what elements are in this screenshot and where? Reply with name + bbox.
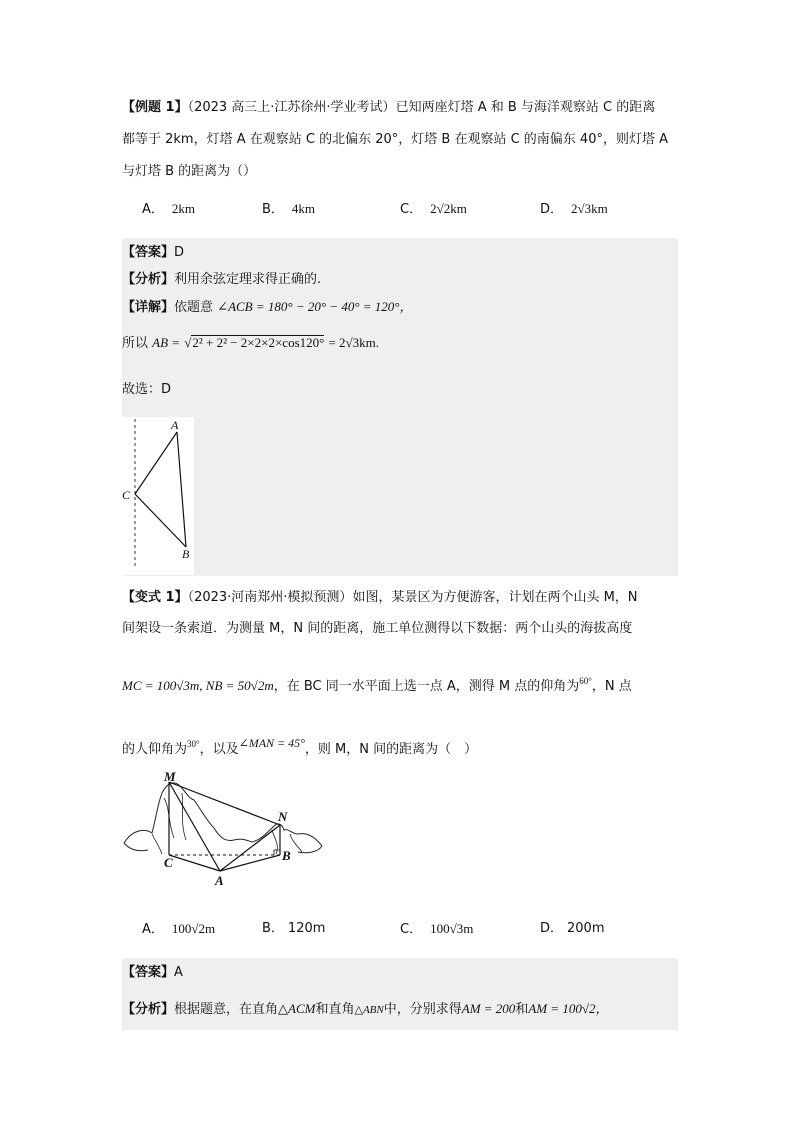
detail-formula: ∠ACB = 180° − 20° − 40° = 120°， xyxy=(217,299,413,314)
variant1-line2: 间架设一条索道．为测量 M，N 间的距离，施工单位测得以下数据：两个山头的海拔高度 xyxy=(122,621,633,636)
variant1-option-c[interactable] xyxy=(400,920,473,939)
example1-so-line xyxy=(122,334,379,353)
so-formula-right: = 2√3km. xyxy=(328,335,380,350)
example1-option-d[interactable] xyxy=(540,200,608,219)
figure-label-m: M xyxy=(164,769,176,784)
example1-figure xyxy=(122,417,194,575)
sqrt-sign: √ xyxy=(184,335,192,350)
option-letter: B． xyxy=(262,921,284,936)
triangle-acm: △ACM xyxy=(278,1001,316,1016)
variant1-answer xyxy=(122,964,183,982)
so-formula-left: AB = xyxy=(152,335,181,350)
variant1-line1 xyxy=(122,589,638,607)
option-letter: B． xyxy=(262,202,284,217)
example1-option-c[interactable] xyxy=(400,200,467,219)
figure-label-b: B xyxy=(182,547,190,561)
angle-60: 60° xyxy=(579,676,592,686)
option-letter: D． xyxy=(540,202,564,217)
variant1-analysis xyxy=(122,1000,609,1019)
heights-formula: MC = 100√3m, NB = 50√2m xyxy=(122,678,274,693)
answer-label: 【答案】 xyxy=(122,965,175,980)
option-letter: A． xyxy=(142,922,164,937)
example1-choose: 故选：D xyxy=(122,382,172,397)
example1-option-a[interactable] xyxy=(142,200,195,219)
analysis-text: 利用余弦定理求得正确的. xyxy=(174,272,322,287)
variant1-figure xyxy=(122,768,332,888)
so-prefix: 所以 xyxy=(122,336,149,351)
option-value: 100√3m xyxy=(430,921,474,936)
example1-line1 xyxy=(122,99,655,117)
example1-answer xyxy=(122,244,184,262)
option-value: 200m xyxy=(567,921,605,936)
variant1-option-b[interactable] xyxy=(262,920,325,938)
option-letter: C． xyxy=(400,922,423,937)
answer-value: A xyxy=(174,965,183,980)
analysis-text2: 和直角 xyxy=(315,1002,355,1017)
option-value: 2km xyxy=(171,201,196,216)
line4-text3: ，则 M，N 间的距离为（ ） xyxy=(304,742,478,757)
example1-detail xyxy=(122,298,413,317)
example1-line3: 与灯塔 B 的距离为（） xyxy=(122,164,257,179)
variant1-line1-text: 如图，某景区为方便游客，计划在两个山头 M，N xyxy=(352,590,638,605)
analysis-f1: AM = 200 xyxy=(461,1001,516,1016)
variant1-option-d[interactable] xyxy=(540,920,605,938)
answer-label: 【答案】 xyxy=(122,245,175,260)
example1-option-b[interactable] xyxy=(262,200,315,219)
analysis-text3: 中，分别求得 xyxy=(383,1002,462,1017)
angle-man: ∠MAN = 45° xyxy=(238,736,305,750)
line4-text1: 的人仰角为 xyxy=(122,742,188,757)
option-value: 2√3km xyxy=(571,201,608,216)
example1-source: （2023 高三上·江苏徐州·学业考试） xyxy=(187,100,396,115)
triangle-abn: △ABN xyxy=(354,1004,384,1016)
option-letter: A． xyxy=(142,202,164,217)
detail-prefix: 依题意 xyxy=(174,300,214,315)
option-value: 120m xyxy=(287,921,326,936)
option-value: 2√2km xyxy=(430,201,467,216)
figure-label-a: A xyxy=(215,873,224,888)
analysis-text4: 和 xyxy=(515,1002,529,1017)
mountain-diagram xyxy=(122,768,332,888)
example1-line2: 都等于 2km，灯塔 A 在观察站 C 的北偏东 20°，灯塔 B 在观察站 C 的南偏东 40°，则灯塔 A xyxy=(122,132,668,147)
so-formula-root: 2² + 2² − 2×2×2×cos120° xyxy=(192,335,325,350)
figure-label-n: N xyxy=(278,809,288,824)
analysis-text1: 根据题意，在直角 xyxy=(174,1002,279,1017)
detail-label: 【详解】 xyxy=(122,300,175,315)
line3-text: ，在 BC 同一水平面上选一点 A，测得 M 点的仰角为 xyxy=(273,679,580,694)
figure-label-c: C xyxy=(164,855,173,870)
option-value: 4km xyxy=(291,201,316,216)
figure-label-b: B xyxy=(282,848,291,863)
option-value: 100√2m xyxy=(171,921,216,936)
example1-line1-text: 已知两座灯塔 A 和 B 与海洋观察站 C 的距离 xyxy=(395,100,656,115)
variant1-label: 【变式 1】 xyxy=(122,590,188,605)
example1-label: 【例题 1】 xyxy=(122,100,188,115)
answer-value: D xyxy=(174,245,185,260)
line3-end: ，N 点 xyxy=(591,679,632,694)
line4-text2: ，以及 xyxy=(199,742,239,757)
variant1-source: （2023·河南郑州·模拟预测） xyxy=(187,590,353,605)
analysis-f2: AM = 100√2， xyxy=(528,1001,609,1016)
analysis-label: 【分析】 xyxy=(122,272,175,287)
variant1-line3 xyxy=(122,672,632,696)
angle-30: 30° xyxy=(187,739,200,749)
option-letter: C． xyxy=(400,202,423,217)
variant1-line4 xyxy=(122,734,477,759)
example1-analysis xyxy=(122,271,321,289)
option-letter: D． xyxy=(540,921,564,936)
analysis-label: 【分析】 xyxy=(122,1002,175,1017)
figure-label-a: A xyxy=(171,418,179,432)
figure-label-c: C xyxy=(122,488,131,502)
variant1-solution-panel xyxy=(122,958,678,1030)
variant1-option-a[interactable] xyxy=(142,920,215,939)
